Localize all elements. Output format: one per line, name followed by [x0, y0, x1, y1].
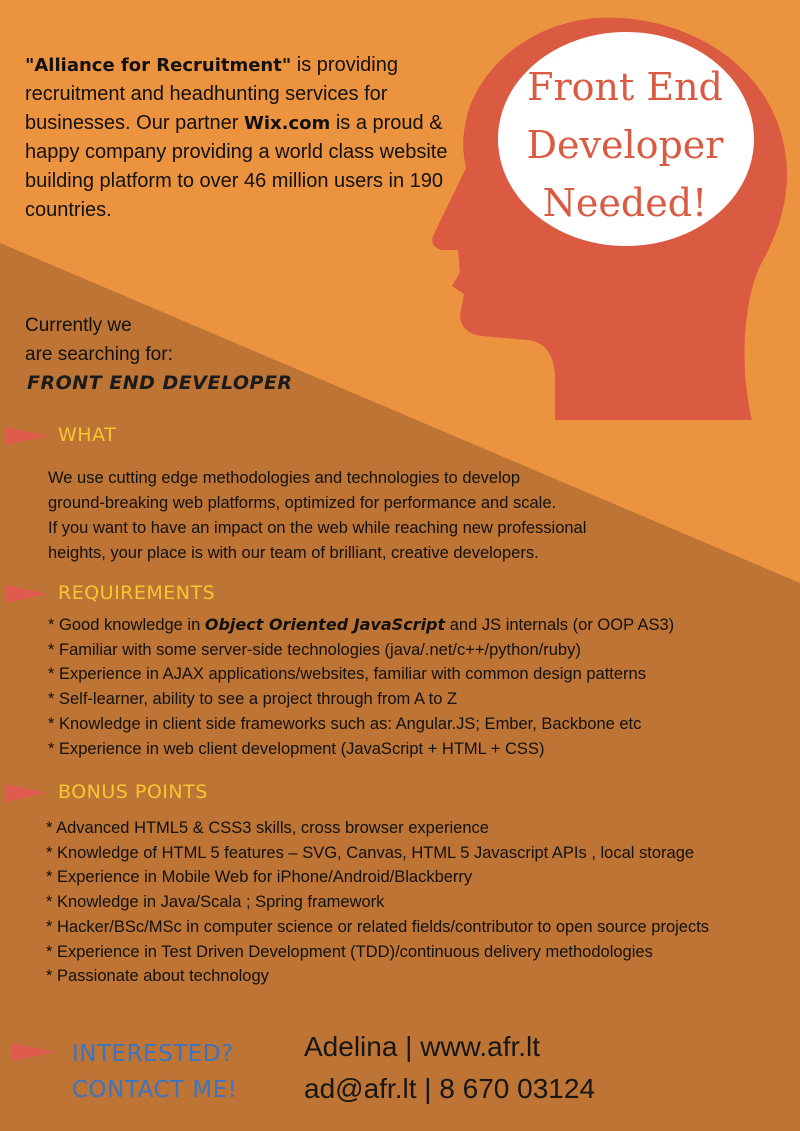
list-item [48, 613, 674, 638]
contact-name-website: Adelina | www.afr.lt [304, 1031, 541, 1062]
list-item: * Experience in AJAX applications/websites, familiar with common design patterns [48, 665, 646, 684]
list-item: * Knowledge in client side frameworks such as: Angular.JS; Ember, Backbone etc [48, 714, 642, 733]
role-title: FRONT END DEVELOPER [27, 372, 293, 394]
contact-call-to-action [72, 1036, 237, 1108]
what-line: ground-breaking web platforms, optimized for performance and scale. [48, 494, 557, 512]
requirements-list [48, 613, 674, 761]
list-item: * Experience in web client development (JavaScript + HTML + CSS) [48, 739, 545, 758]
what-body [48, 466, 688, 566]
requirement-bold: Object Oriented JavaScript [204, 615, 446, 634]
company-name: "Alliance for Recruitment" [25, 55, 292, 76]
interested-label: INTERESTED? [72, 1041, 234, 1067]
requirement-suffix: and JS internals (or OOP AS3) [445, 616, 675, 634]
intro-text-2: is a proud & happy company providing a world class website building platform to over 46 million users in 190 countries. [25, 112, 448, 221]
section-title-bonus: BONUS POINTS [58, 781, 208, 803]
headline-line-1: Front End [527, 65, 723, 109]
section-title-requirements: REQUIREMENTS [58, 582, 216, 604]
requirement-prefix: * Good knowledge in [48, 616, 205, 634]
contact-info [304, 1026, 595, 1110]
intro-paragraph [25, 51, 455, 225]
list-item: * Passionate about technology [46, 967, 269, 986]
what-line: We use cutting edge methodologies and technologies to develop [48, 469, 521, 487]
section-title-what: WHAT [58, 424, 117, 446]
search-line-2: are searching for: [25, 344, 173, 365]
what-line: If you want to have an impact on the web while reaching new professional [48, 519, 587, 537]
list-item: * Familiar with some server-side technologies (java/.net/c++/python/ruby) [48, 640, 581, 659]
headline-line-3: Needed! [542, 181, 708, 225]
list-item: * Experience in Mobile Web for iPhone/Android/Blackberry [46, 868, 473, 887]
list-item: * Hacker/BSc/MSc in computer science or related fields/contributor to open source projects [46, 917, 710, 936]
list-item: * Knowledge of HTML 5 features – SVG, Canvas, HTML 5 Javascript APIs , local storage [46, 843, 695, 862]
bonus-list [46, 816, 709, 989]
contact-email-phone: ad@afr.lt | 8 670 03124 [304, 1073, 596, 1104]
contact-me-label: CONTACT ME! [72, 1077, 238, 1103]
headline [494, 58, 756, 232]
search-intro [25, 311, 325, 369]
list-item: * Knowledge in Java/Scala ; Spring framework [46, 893, 385, 912]
search-line-1: Currently we [25, 315, 132, 336]
partner-name: Wix.com [244, 113, 331, 134]
list-item: * Experience in Test Driven Development (TDD)/continuous delivery methodologies [46, 942, 653, 961]
list-item: * Self-learner, ability to see a project through from A to Z [48, 690, 458, 709]
list-item: * Advanced HTML5 & CSS3 skills, cross browser experience [46, 819, 489, 837]
headline-line-2: Developer [526, 123, 724, 167]
intro-text-1: is providing recruitment and headhunting services for businesses. Our partner [25, 54, 398, 134]
what-line: heights, your place is with our team of brilliant, creative developers. [48, 544, 539, 562]
